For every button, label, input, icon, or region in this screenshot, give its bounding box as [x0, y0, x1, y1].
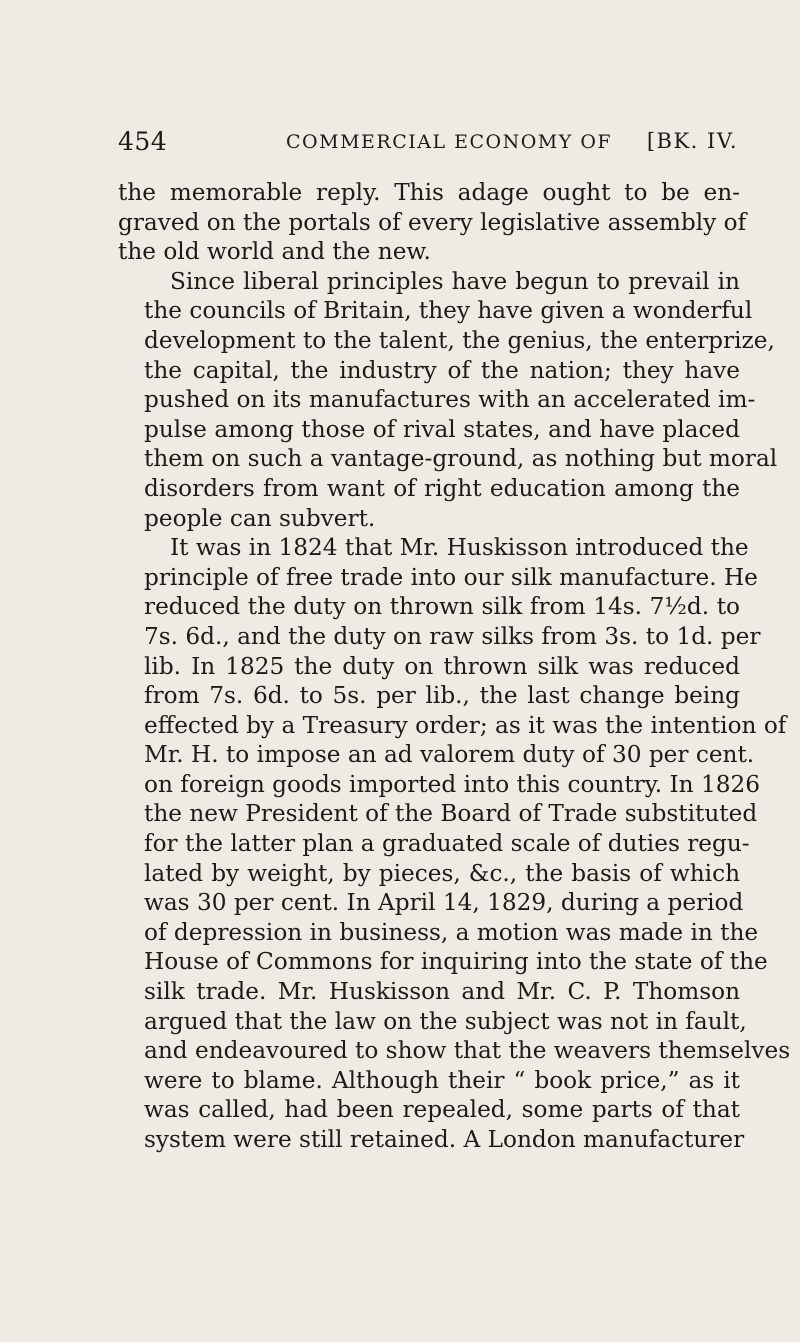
- text-line: House of Commons for inquiring into the state of the: [144, 948, 768, 976]
- text-line: and endeavoured to show that the weavers themselves: [144, 1037, 791, 1065]
- text-line: pulse among those of rival states, and have placed: [144, 415, 740, 443]
- text-line: lated by weight, by pieces, &c., the basis of which: [144, 859, 740, 887]
- text-line: people can subvert.: [144, 504, 376, 532]
- text-line: for the latter plan a graduated scale of duties regu-: [144, 830, 750, 858]
- page-header: [118, 127, 738, 167]
- text-line: was 30 per cent. In April 14, 1829, during a period: [144, 889, 744, 917]
- text-line: the capital, the industry of the nation; they have: [144, 356, 740, 384]
- text-line: on foreign goods imported into this country. In 1826: [144, 770, 760, 798]
- body-text: [118, 178, 791, 1155]
- text-line: was called, had been repealed, some parts of that: [144, 1096, 740, 1124]
- paragraph-liberal-principles: [118, 267, 778, 533]
- text-line: Mr. H. to impose an ad valorem duty of 30 per cent.: [144, 741, 755, 769]
- text-line: were to blame. Although their “ book price,” as it: [144, 1066, 740, 1094]
- text-line: 7s. 6d., and the duty on raw silks from 3s. to 1d. per: [144, 622, 761, 650]
- text-line: silk trade. Mr. Huskisson and Mr. C. P. Thomson: [144, 978, 740, 1006]
- text-line: the old world and the new.: [118, 238, 431, 266]
- text-line: system were still retained. A London manufacturer: [144, 1126, 745, 1153]
- text-line: the memorable reply. This adage ought to be en-: [118, 179, 740, 206]
- text-line: them on such a vantage-ground, as nothing but moral: [144, 445, 778, 473]
- text-line: from 7s. 6d. to 5s. per lib., the last change being: [144, 682, 740, 710]
- text-line: the new President of the Board of Trade substituted: [144, 800, 758, 828]
- text-line: development to the talent, the genius, the enterprize,: [144, 326, 775, 354]
- text-line: graved on the portals of every legislative assembly of: [118, 208, 747, 236]
- text-line: effected by a Treasury order; as it was the intention of: [144, 711, 787, 739]
- text-line: principle of free trade into our silk manufacture. He: [144, 563, 758, 591]
- text-line: pushed on its manufactures with an accelerated im-: [144, 386, 756, 414]
- book-reference: [BK. IV.: [646, 129, 738, 153]
- paragraph-continuation: [118, 178, 747, 267]
- text-line: reduced the duty on thrown silk from 14s. 7½d. to: [144, 593, 740, 621]
- text-line: Since liberal principles have begun to prevail in: [170, 267, 740, 295]
- paragraph-silk-trade: [118, 533, 791, 1154]
- text-line: It was in 1824 that Mr. Huskisson introduced the: [170, 534, 749, 562]
- text-line: lib. In 1825 the duty on thrown silk was reduced: [144, 652, 740, 680]
- running-title: COMMERCIAL ECONOMY OF: [286, 131, 613, 153]
- text-line: disorders from want of right education among the: [144, 474, 740, 502]
- text-line: the councils of Britain, they have given a wonderful: [144, 297, 753, 325]
- page-number: 454: [118, 127, 168, 156]
- text-line: of depression in business, a motion was made in the: [144, 918, 759, 946]
- text-line: argued that the law on the subject was not in fault,: [144, 1007, 747, 1035]
